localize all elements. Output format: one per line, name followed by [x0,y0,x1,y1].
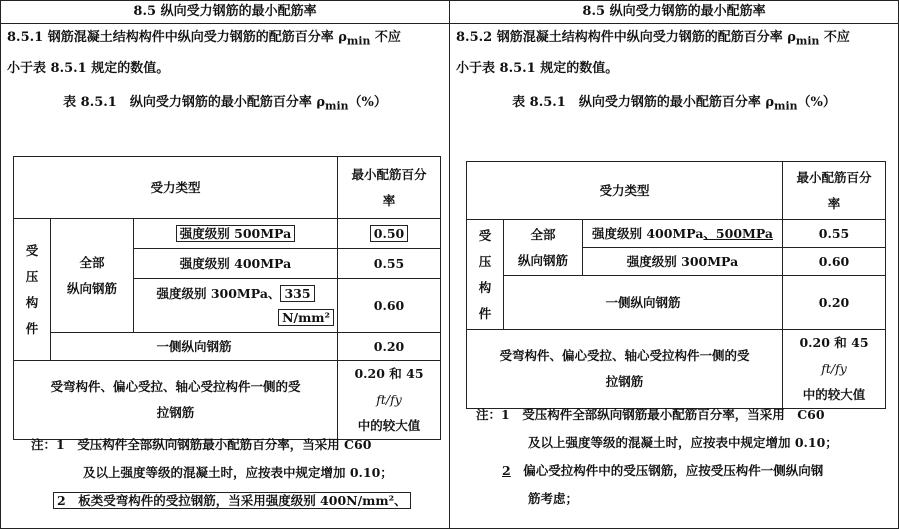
right-table [466,161,886,409]
right-r2-label: 强度级别 300MPa [583,248,783,276]
left-r5-label-2: 拉钢筋 [156,405,195,420]
right-note-2b: 筋考虑； [528,491,579,506]
left-g-all-1: 全部 [79,254,105,270]
right-table-caption [450,92,898,118]
right-g-compress-3: 件 [478,305,492,321]
right-caption-text: 表 8.5.1 纵向受力钢筋的最小配筋百分率 ρ [512,94,775,110]
left-g-compress-2: 构 [25,294,39,310]
left-clause [1,24,449,82]
right-h-type: 受力类型 [467,162,783,220]
left-clause-line1: 8.5.1 钢筋混凝土结构构件中纵向受力钢筋的配筋百分率 ρ [7,30,347,45]
right-g-compress-1: 压 [478,253,492,269]
right-notes [476,401,894,513]
left-g-compress-0: 受 [25,242,39,258]
left-h-type: 受力类型 [14,157,338,219]
right-note-1a: 注：1 受压构件全部纵向钢筋最小配筋百分率，当采用 C60 [476,407,825,422]
left-table [13,156,441,440]
left-r3-label-a: 强度级别 300MPa [156,285,268,301]
left-clause-sub: min [346,34,371,48]
left-caption-unit: （%） [348,94,387,110]
right-g-compress [467,220,504,330]
right-r1-label-b: 、500MPa [703,225,774,241]
right-caption-unit: （%） [797,94,836,110]
right-r4-val-1: 0.20 和 45 [799,335,869,350]
right-section-header: 8.5 纵向受力钢筋的最小配筋率 [450,1,898,24]
left-r3-label-d: N/mm² [278,309,334,326]
right-r4-val-2: 中的较大值 [802,387,866,402]
left-table-caption [1,92,449,118]
left-clause-line2: 小于表 8.5.1 规定的数值。 [7,60,170,76]
left-r1-label-text: 强度级别 500MPa [176,225,295,242]
right-r1-label-a: 强度级别 400MPa [591,225,704,241]
left-r3-label-b: 、 [267,285,281,301]
left-r4-val: 0.20 [338,333,441,361]
left-r1-val-text: 0.50 [370,225,408,242]
right-r1-val: 0.55 [783,220,886,248]
left-g-all-2: 纵向钢筋 [66,280,117,296]
left-r3-label [134,279,338,333]
right-r1-label [583,220,783,248]
right-column [449,0,899,529]
right-r4-label-2: 拉钢筋 [605,374,644,389]
right-r4-val-frac: ft/fy [821,361,847,376]
right-r3-val: 0.20 [783,276,886,330]
right-note-1b: 及以上强度等级的混凝土时，应按表中规定增加 0.10； [528,435,838,450]
right-r4-label-1: 受弯构件、偏心受拉、轴心受拉构件一侧的受 [499,348,750,363]
right-clause [450,24,898,82]
left-r5-val-2: 中的较大值 [357,418,421,433]
right-h-min-1: 最小配筋百分 [796,169,872,185]
right-r3-label: 一侧纵向钢筋 [504,276,783,330]
right-h-min-2: 率 [827,195,841,211]
right-clause-line2: 小于表 8.5.1 规定的数值。 [456,60,619,76]
left-h-min-1: 最小配筋百分 [351,166,427,182]
right-caption-sub: min [774,99,798,113]
left-r4-label: 一侧纵向钢筋 [51,333,338,361]
left-note-2: 2 板类受弯构件的受拉钢筋，当采用强度级别 400N/mm²、 [53,492,411,509]
left-g-compress [14,219,51,361]
right-r2-val: 0.60 [783,248,886,276]
right-note-2-num: 2 [502,463,511,478]
left-note-1a: 注：1 受压构件全部纵向钢筋最小配筋百分率，当采用 C60 [31,437,372,452]
right-clause-sub: min [795,34,820,48]
left-h-min [338,157,441,219]
left-r1-val [338,219,441,249]
right-clause-line1: 8.5.2 钢筋混凝土结构构件中纵向受力钢筋的配筋百分率 ρ [456,30,796,45]
left-note-1b: 及以上强度等级的混凝土时，应按表中规定增加 0.10； [83,465,393,480]
left-r2-label: 强度级别 400MPa [134,249,338,279]
left-r5-val-1: 0.20 和 45 [354,366,424,381]
left-r3-label-c: 335 [280,285,314,302]
right-note-2a: 偏心受拉构件中的受压钢筋，应按受压构件一侧纵向钢 [523,463,824,478]
left-g-all [51,219,134,333]
right-r4-label [467,330,783,409]
right-g-all [504,220,583,276]
left-r5-val [338,361,441,440]
left-r5-label [14,361,338,440]
left-r1-label [134,219,338,249]
right-g-all-2: 纵向钢筋 [517,252,568,268]
left-r5-label-1: 受弯构件、偏心受拉、轴心受拉构件一侧的受 [50,379,301,394]
right-h-min [783,162,886,220]
left-h-min-2: 率 [382,192,396,208]
right-clause-line1-tail: 不应 [819,30,850,45]
left-notes [31,431,446,515]
right-r4-val [783,330,886,409]
right-g-all-1: 全部 [530,226,556,242]
right-g-compress-2: 构 [478,279,492,295]
left-g-compress-1: 压 [25,268,39,284]
left-caption-sub: min [325,99,349,113]
left-caption-text: 表 8.5.1 纵向受力钢筋的最小配筋百分率 ρ [63,94,326,110]
left-g-compress-3: 件 [25,320,39,336]
left-r3-val: 0.60 [338,279,441,333]
right-g-compress-0: 受 [478,227,492,243]
left-section-header: 8.5 纵向受力钢筋的最小配筋率 [1,1,449,24]
left-r2-val: 0.55 [338,249,441,279]
left-clause-line1-tail: 不应 [370,30,401,45]
left-r5-val-frac: ft/fy [376,392,402,407]
